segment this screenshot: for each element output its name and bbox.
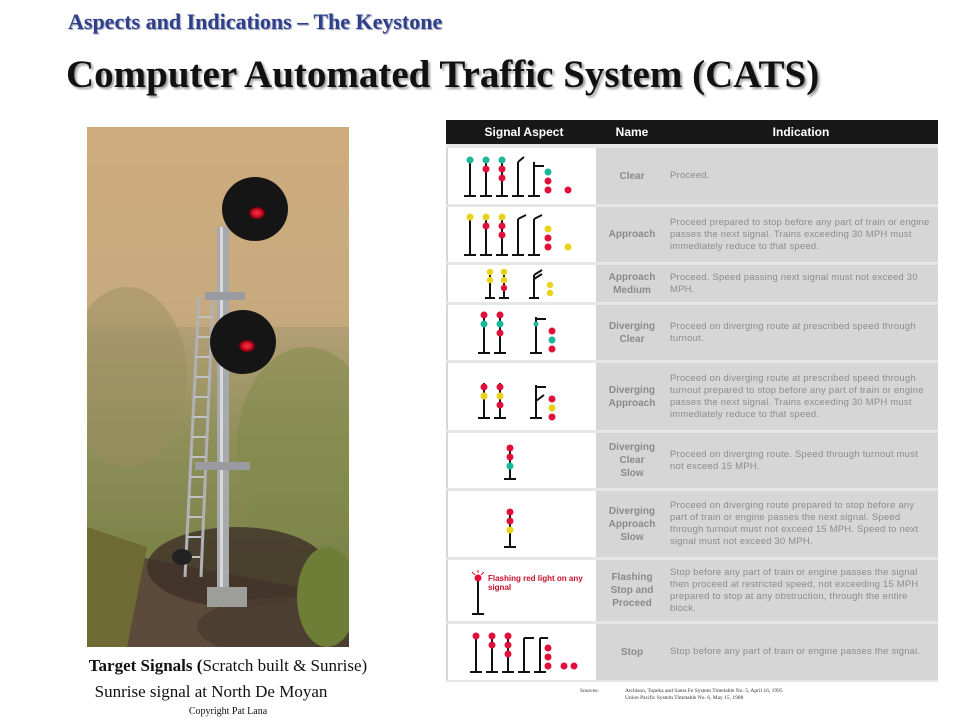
- caption-line-2: Sunrise signal at North De Moyan: [94, 682, 328, 701]
- table-row-diverging-clear-slow: [446, 433, 938, 488]
- row-name: Diverging Clear Slow: [608, 442, 656, 479]
- signal-aspect-cell: [448, 433, 596, 488]
- signal-diagram-clear: [448, 148, 596, 204]
- table-row-approach-medium: [446, 265, 938, 302]
- signal-diagram-diverging-clear: [448, 305, 596, 360]
- table-row-stop: [446, 624, 938, 680]
- caption-rest: Scratch built & Sunrise): [202, 656, 368, 675]
- row-indication: Proceed. Speed passing next signal must not exceed 30 MPH.: [670, 271, 918, 295]
- signal-aspect-cell: [448, 265, 596, 302]
- row-name: Flashing Stop and Proceed: [610, 572, 654, 609]
- caption-bold: Target Signals (: [88, 656, 203, 675]
- table-row-approach: [446, 207, 938, 262]
- signal-aspect-cell: [448, 624, 596, 680]
- row-indication: Proceed prepared to stop before any part of train or engine passes the next signal. Trains exceeding 30 MPH must immediately reduce to that speed.: [670, 216, 930, 252]
- row-name: Diverging Clear: [608, 320, 656, 345]
- row-indication: Proceed.: [670, 170, 710, 181]
- signal-diagram-stop: [448, 624, 596, 680]
- signal-diagram-approach-medium: [448, 265, 596, 302]
- signal-diagram-diverging-clear-slow: [448, 433, 596, 488]
- signal-aspect-cell: [448, 148, 596, 204]
- sources-label: Sources:: [580, 688, 599, 694]
- row-indication: Proceed on diverging route at prescribed speed through turnout prepared to stop before any part of train or engine passes the next signal. Trains exceeding 30 MPH must immediately reduce to that speed.: [670, 372, 924, 420]
- header-name: Name: [615, 125, 649, 139]
- table-header: [446, 120, 938, 144]
- row-indication: Proceed on diverging route at prescribed speed through turnout.: [670, 320, 916, 344]
- signal-aspect-cell: [448, 560, 596, 621]
- table-row-diverging-clear: [446, 305, 938, 360]
- sources-line-1: Atchison, Topeka and Santa Fe System Timetable No. 5, April 16, 1995: [625, 688, 783, 694]
- signal-aspect-cell: [448, 305, 596, 360]
- header-indication: Indication: [772, 125, 830, 139]
- signal-aspect-cell: [448, 363, 596, 430]
- row-name: Stop: [620, 646, 644, 658]
- row-name: Diverging Approach Slow: [608, 505, 656, 543]
- row-indication: Stop before any part of train or engine passes the signal.: [670, 646, 921, 657]
- signal-diagram-approach: [448, 207, 596, 262]
- signal-aspect-cell: [448, 207, 596, 262]
- row-indication: Stop before any part of train or engine passes the signal then proceed at restricted speed, not exceeding 15 MPH prepared to stop at any obstruction, through the entire block.: [670, 566, 919, 614]
- row-indication: Proceed on diverging route. Speed through turnout must not exceed 15 MPH.: [670, 448, 918, 472]
- table-row-flashing-stop: [446, 560, 938, 621]
- caption-copyright: Copyright Pat Lana: [188, 706, 268, 717]
- row-name: Clear: [619, 170, 645, 182]
- header-signal-aspect: Signal Aspect: [484, 125, 564, 139]
- flashing-note: Flashing red light on any signal: [488, 574, 583, 592]
- signal-diagram-diverging-approach-slow: [448, 491, 596, 557]
- signal-aspect-cell: [448, 491, 596, 557]
- table-row-diverging-approach: [446, 363, 938, 430]
- row-indication: Proceed on diverging route prepared to stop before any part of train or engine passes the next signal. Speed through turnout must not exceed 15 MPH. Speed to next signal must not exceed 30 MPH.: [670, 500, 919, 547]
- signal-diagram-diverging-approach: [448, 363, 596, 430]
- sources-line-2: Union Pacific System Timetable No. 6, May 15, 1988: [625, 695, 744, 701]
- caption-line-1: [0, 656, 456, 676]
- row-name: Diverging Approach: [608, 384, 656, 409]
- table-row-clear: [446, 148, 938, 204]
- row-name: Approach Medium: [608, 271, 656, 296]
- aspects-table: [446, 120, 938, 682]
- table-row-diverging-approach-slow: [446, 491, 938, 557]
- slide-subtitle: Aspects and Indications – The Keystone: [68, 9, 443, 34]
- slide-title: Computer Automated Traffic System (CATS): [66, 53, 820, 96]
- signal-photo: [87, 127, 349, 647]
- row-name: Approach: [608, 229, 656, 240]
